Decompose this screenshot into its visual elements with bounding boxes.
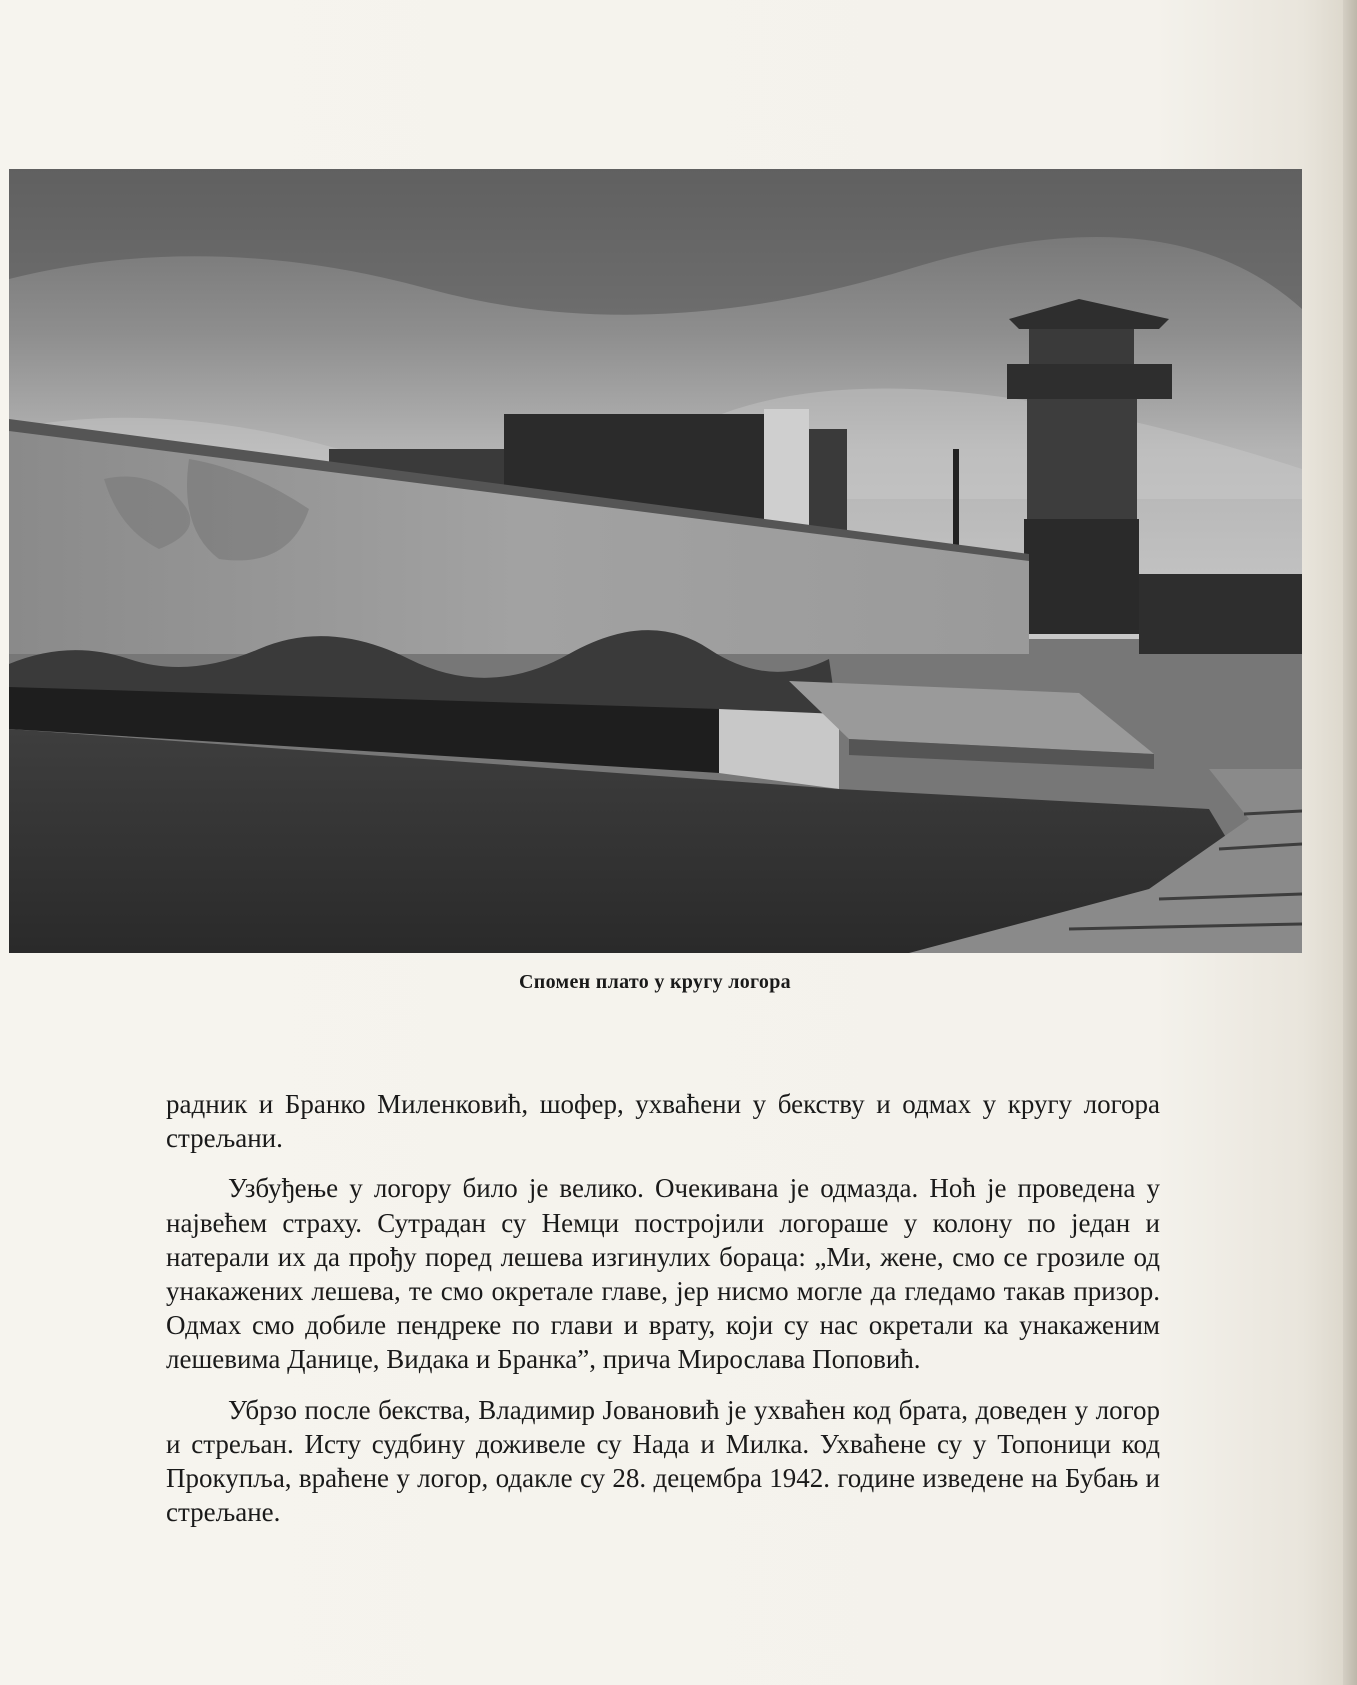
paragraph-2: Узбуђење у логору било је велико. Очекивана је одмазда. Ноћ је проведена у највећем страху. Сутрадан су Немци постројили логораше у колону по један и натерали их да прођу поред лешева изгинулих бораца: „Ми, жене, смо се грозиле од унакажених лешева, те смо окретале главе, јер нисмо могле да гледамо такав призор. Одмах смо добиле пендреке по глави и врату, који су нас окретали ка унакаженим лешевима Данице, Видака и Бранка”, прича Мирослава Поповић. — [166, 1173, 1160, 1375]
memorial-photograph — [9, 169, 1302, 953]
photo-caption: Спомен плато у кругу логора — [519, 971, 791, 993]
paragraph-3: Убрзо после бекства, Владимир Јовановић је ухваћен код брата, доведен у логор и стрељан. Исту судбину доживеле су Нада и Милка. Ухваћене су у Топоници код Прокупља, враћене у логор, одакле су 28. децембра 1942. године изведене на Бубањ и стрељане. — [166, 1394, 1160, 1528]
paragraph-1: радник и Бранко Миленковић, шофер, ухваћени у бекству и одмах у кругу логора стрељани. — [166, 1089, 1160, 1154]
memorial-photo-image — [9, 169, 1302, 953]
page-binding-edge — [1343, 0, 1357, 1685]
body-text — [166, 1087, 1160, 1545]
